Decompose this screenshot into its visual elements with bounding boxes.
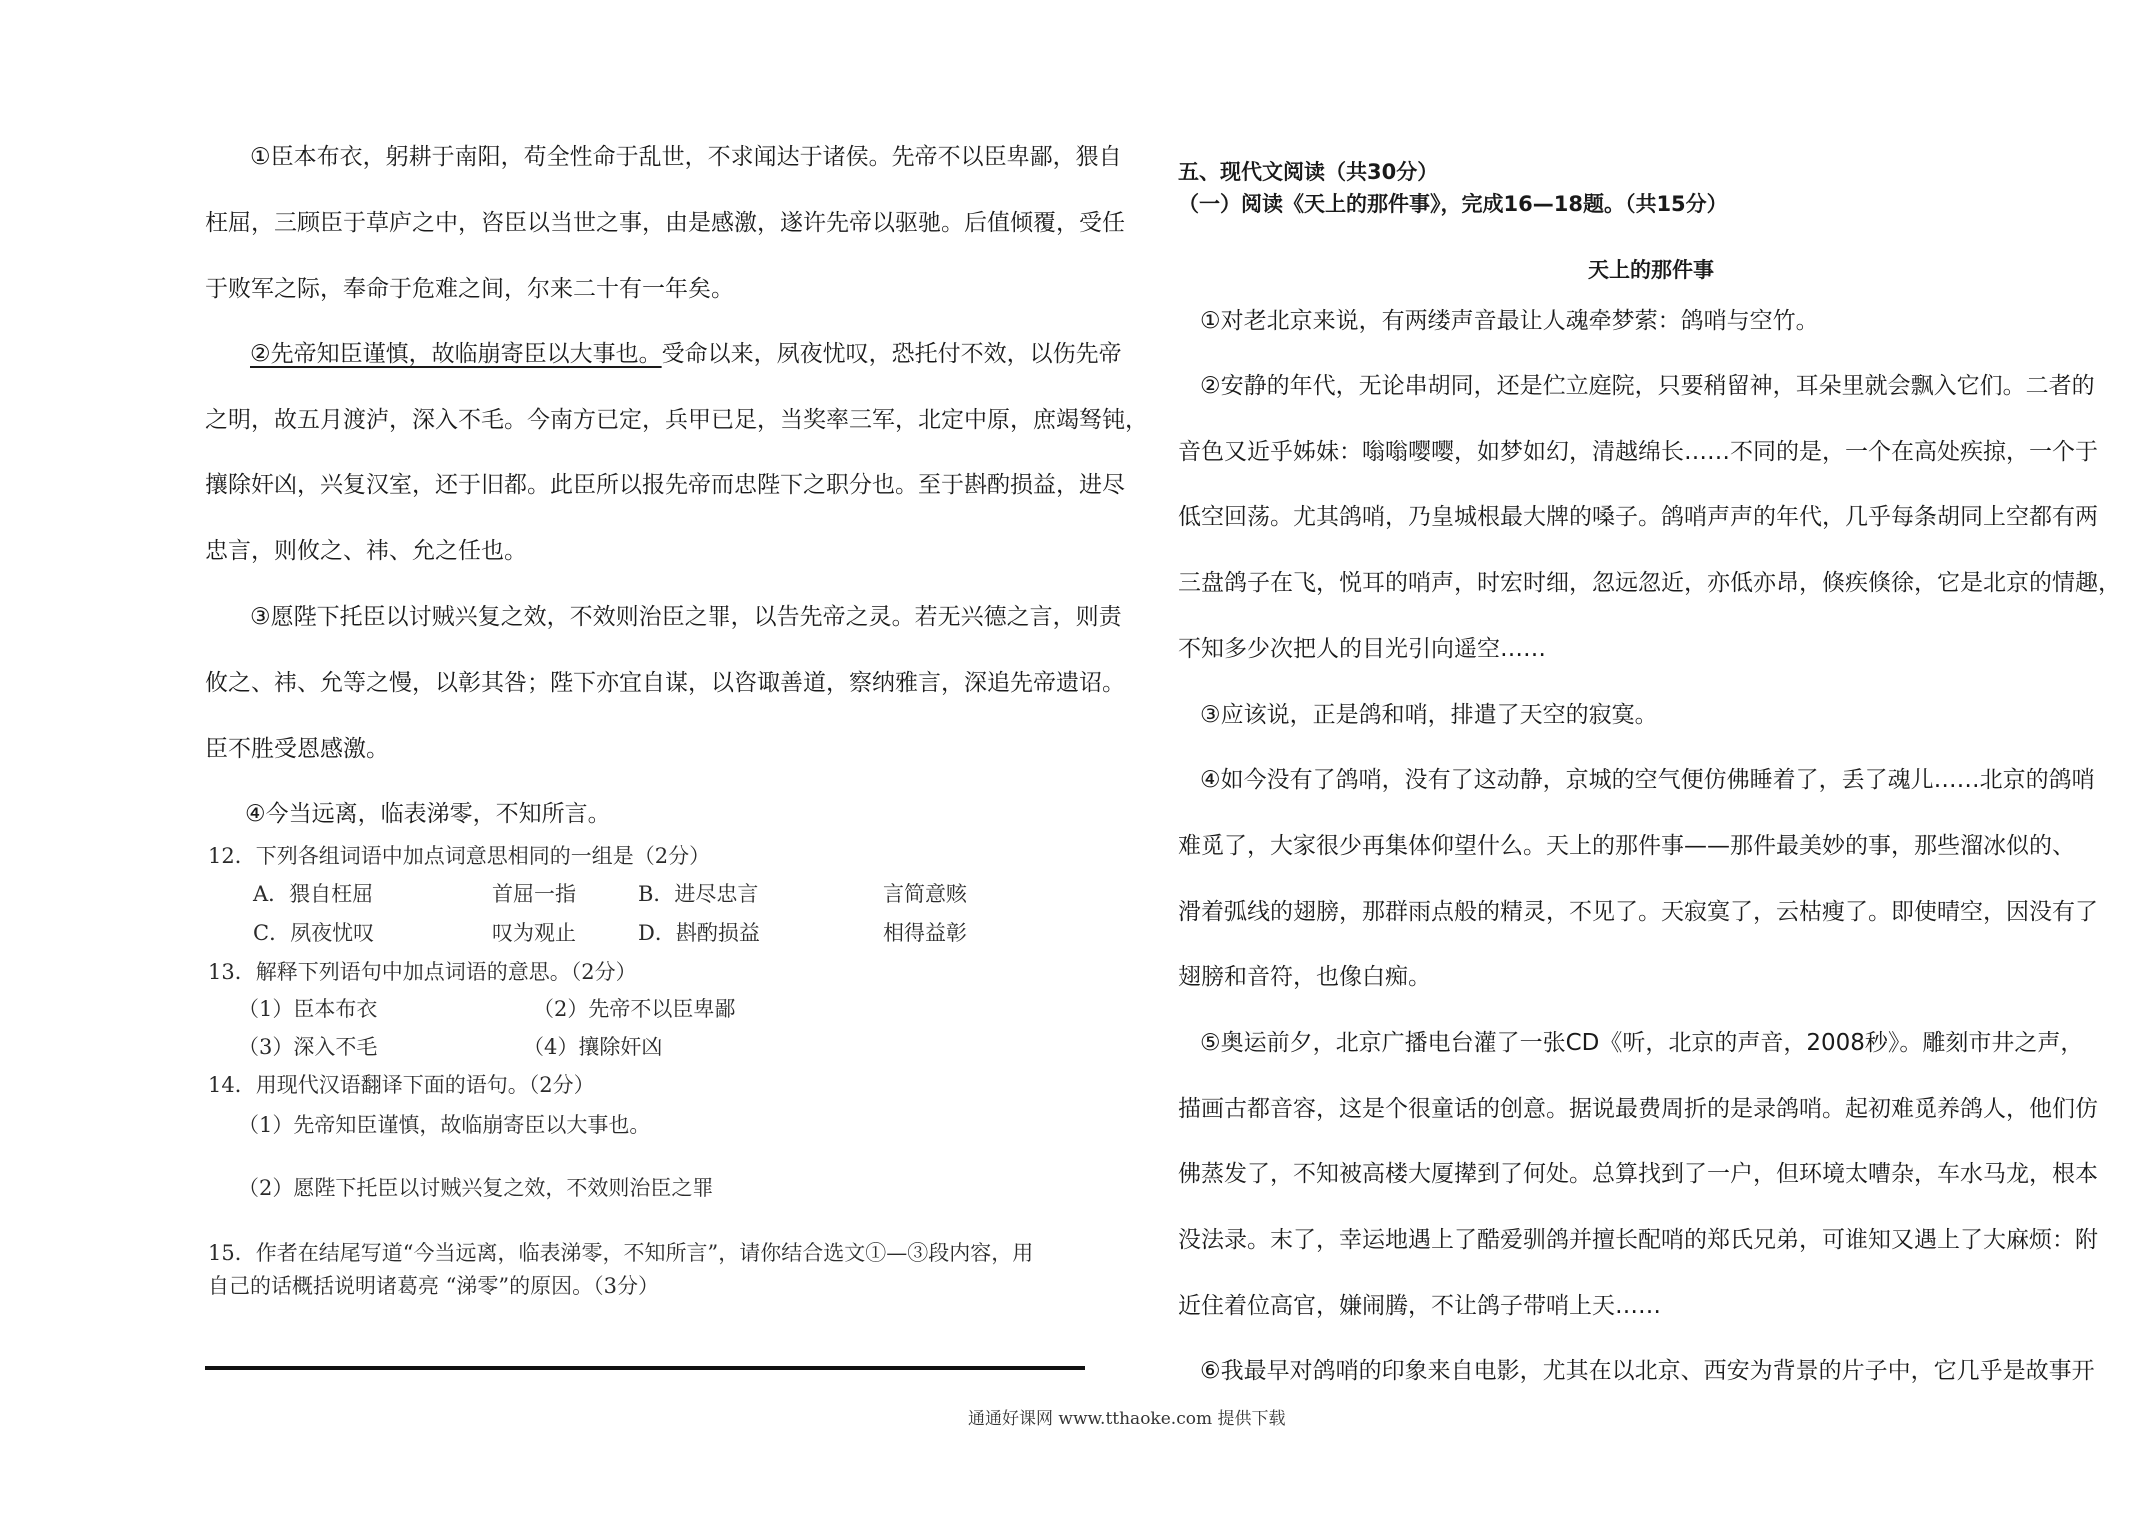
paragraph-2-line-2: 之明，故五月渡泸，深入不毛。今南方已定，兵甲已足，当奖率三军，北定中原，庶竭驽钝， <box>205 407 1148 433</box>
question-12-option-a-compare: 首屈一指 <box>492 882 576 906</box>
question-12-option-c-compare: 叹为观止 <box>492 921 576 945</box>
paragraph-4: ④今当远离，临表涕零，不知所言。 <box>245 801 611 827</box>
paragraph-2-line-1-rest: 受命以来，夙夜忧叹，恐托付不效，以伤先帝 <box>661 341 1122 367</box>
paragraph-3-line-2: 攸之、祎、允等之慢，以彰其咎；陛下亦宜自谋，以咨诹善道，察纳雅言，深追先帝遗诏。 <box>205 670 1125 696</box>
question-14-item-1: （1）先帝知臣谨慎，故临崩寄臣以大事也。 <box>238 1113 651 1137</box>
question-15-line-2: 自己的话概括说明诸葛亮 “涕零”的原因。（3分） <box>208 1274 660 1298</box>
article-line: 滑着弧线的翅膀，那群雨点般的精灵，不见了。天寂寞了，云枯瘦了。即使晴空，因没有了 <box>1178 899 2098 925</box>
article-line: ①对老北京来说，有两缕声音最让人魂牵梦萦：鸽哨与空竹。 <box>1200 308 1819 334</box>
question-12-stem: 12．下列各组词语中加点词意思相同的一组是（2分） <box>208 844 711 868</box>
article-line: 描画古都音容，这是个很童话的创意。据说最费周折的是录鸽哨。起初难觅养鸽人，他们仿 <box>1178 1096 2098 1122</box>
section-divider <box>205 1366 1085 1370</box>
section-heading: 五、现代文阅读（共30分） <box>1178 160 1439 184</box>
paragraph-1-line-1: ①臣本布衣，躬耕于南阳，苟全性命于乱世，不求闻达于诸侯。先帝不以臣卑鄙，猥自 <box>250 144 1122 170</box>
paragraph-2-line-4: 忠言，则攸之、祎、允之任也。 <box>205 538 527 564</box>
question-13-stem: 13．解释下列语句中加点词语的意思。（2分） <box>208 960 637 984</box>
article-line: ⑤奥运前夕，北京广播电台灌了一张CD《听，北京的声音，2008秒》。雕刻市井之声， <box>1200 1030 2084 1056</box>
page-footer: 通通好课网 www.tthaoke.com 提供下载 <box>968 1409 1286 1429</box>
question-12-option-b: B．进尽忠言 <box>638 882 759 906</box>
paragraph-2-line-3: 攘除奸凶，兴复汉室，还于旧都。此臣所以报先帝而忠陛下之职分也。至于斟酌损益，进尽 <box>205 472 1125 498</box>
article-line: 近住着位高官，嫌闹腾，不让鸽子带哨上天…… <box>1178 1293 1661 1319</box>
paragraph-2-line-1 <box>250 335 1122 368</box>
paragraph-3-line-1: ③愿陛下托臣以讨贼兴复之效，不效则治臣之罪，以告先帝之灵。若无兴德之言，则责 <box>250 604 1122 630</box>
article-line: 翅膀和音符，也像白痴。 <box>1178 964 1431 990</box>
article-line: 佛蒸发了，不知被高楼大厦撵到了何处。总算找到了一户，但环境太嘈杂，车水马龙，根本 <box>1178 1161 2098 1187</box>
question-14-item-2: （2）愿陛下托臣以讨贼兴复之效，不效则治臣之罪 <box>238 1176 714 1200</box>
underlined-sentence: ②先帝知臣谨慎，故临崩寄臣以大事也。 <box>250 341 662 367</box>
article-title: 天上的那件事 <box>1588 258 1714 282</box>
paragraph-1-line-3: 于败军之际，奉命于危难之间，尔来二十有一年矣。 <box>205 276 734 302</box>
article-line: 三盘鸽子在飞，悦耳的哨声，时宏时细，忽远忽近，亦低亦昂，倏疾倏徐，它是北京的情趣， <box>1178 570 2121 596</box>
article-line: 没法录。末了，幸运地遇上了酷爱驯鸽并擅长配哨的郑氏兄弟，可谁知又遇上了大麻烦：附 <box>1178 1227 2098 1253</box>
article-line: ②安静的年代，无论串胡同，还是伫立庭院，只要稍留神，耳朵里就会飘入它们。二者的 <box>1200 373 2095 399</box>
question-12-option-c: C．夙夜忧叹 <box>253 921 375 945</box>
question-13-item-1: （1）臣本布衣 <box>238 997 378 1021</box>
question-12-option-a: A．猥自枉屈 <box>253 882 374 906</box>
question-13-item-3: （3）深入不毛 <box>238 1035 378 1059</box>
article-line: ⑥我最早对鸽哨的印象来自电影，尤其在以北京、西安为背景的片子中，它几乎是故事开 <box>1200 1358 2095 1384</box>
question-12-option-b-compare: 言简意赅 <box>883 882 967 906</box>
paragraph-3-line-3: 臣不胜受恩感激。 <box>205 736 389 762</box>
article-line: ③应该说，正是鸽和哨，排遣了天空的寂寞。 <box>1200 702 1658 728</box>
subsection-heading: （一）阅读《天上的那件事》，完成16—18题。（共15分） <box>1178 192 1728 216</box>
question-13-item-4: （4）攘除奸凶 <box>523 1035 663 1059</box>
paragraph-1-line-2: 枉屈，三顾臣于草庐之中，咨臣以当世之事，由是感激，遂许先帝以驱驰。后值倾覆，受任 <box>205 210 1125 236</box>
article-line: ④如今没有了鸽哨，没有了这动静，京城的空气便仿佛睡着了，丢了魂儿……北京的鸽哨 <box>1200 767 2095 793</box>
question-12-option-d: D．斟酌损益 <box>638 921 760 945</box>
article-line: 难觅了，大家很少再集体仰望什么。天上的那件事——那件最美妙的事，那些溜冰似的、 <box>1178 833 2075 859</box>
article-line: 低空回荡。尤其鸽哨，乃皇城根最大牌的嗓子。鸽哨声声的年代，几乎每条胡同上空都有两 <box>1178 504 2098 530</box>
article-line: 音色又近乎姊妹：嗡嗡嘤嘤，如梦如幻，清越绵长……不同的是，一个在高处疾掠，一个于 <box>1178 439 2098 465</box>
question-14-stem: 14．用现代汉语翻译下面的语句。（2分） <box>208 1073 595 1097</box>
question-15-line-1: 15．作者在结尾写道“今当远离，临表涕零，不知所言”，请你结合选文①—③段内容，用 <box>208 1241 1034 1265</box>
question-13-item-2: （2）先帝不以臣卑鄙 <box>533 997 736 1021</box>
article-line: 不知多少次把人的目光引向遥空…… <box>1178 636 1546 662</box>
question-12-option-d-compare: 相得益彰 <box>883 921 967 945</box>
